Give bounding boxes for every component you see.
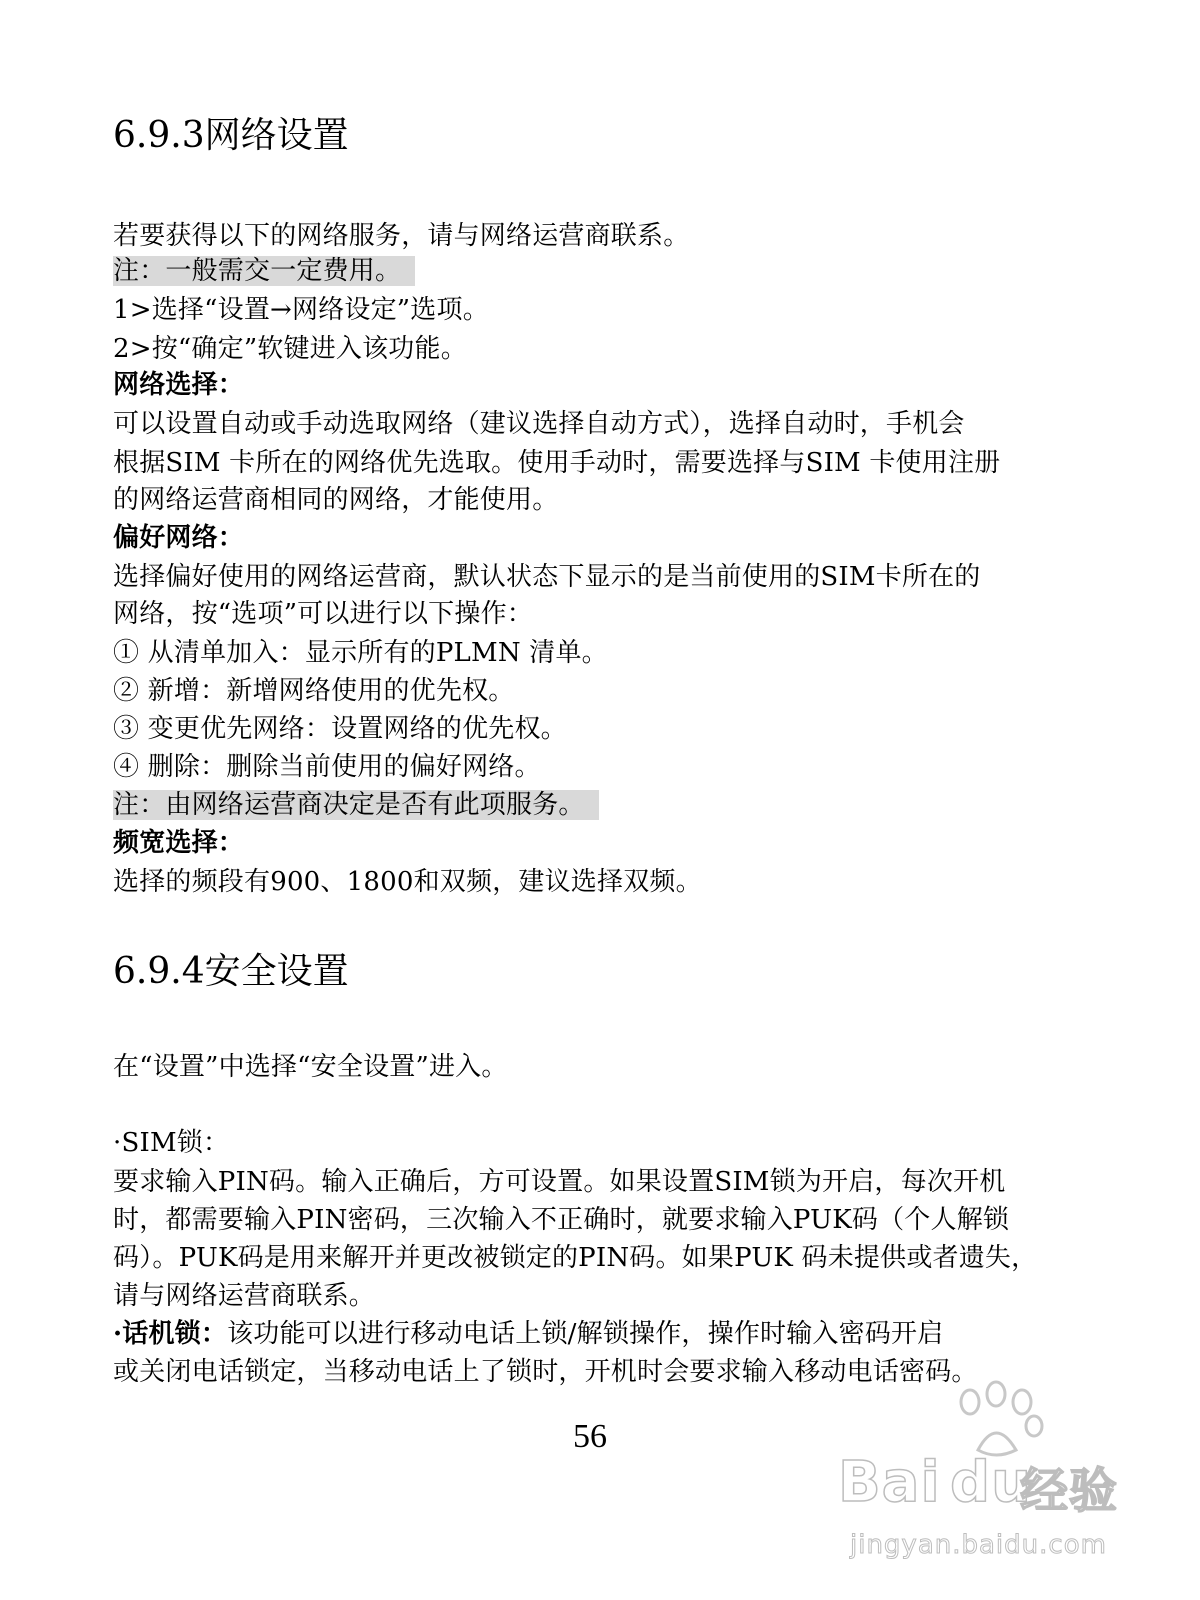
watermark-brand-cn: 经验 — [1020, 1463, 1119, 1519]
preferred-option-item: ① 从清单加入：显示所有的PLMN 清单。 — [113, 638, 608, 668]
sim-lock-line: 要求输入PIN码。输入正确后，方可设置。如果设置SIM锁为开启，每次开机 — [113, 1167, 1006, 1197]
sim-lock-line: 请与网络运营商联系。 — [113, 1281, 376, 1311]
network-select-line: 可以设置自动或手动选取网络（建议选择自动方式），选择自动时，手机会 — [113, 409, 965, 439]
sim-lock-line: 码）。PUK码是用来解开并更改被锁定的PIN码。如果PUK 码未提供或者遗失， — [113, 1243, 1038, 1273]
step-1: 1>选择“设置→网络设定”选项。 — [113, 295, 489, 325]
phone-lock-line — [113, 1318, 943, 1350]
note-fee-text: 注：一般需交一定费用。 — [113, 256, 415, 286]
preferred-option-item: ④ 删除：删除当前使用的偏好网络。 — [113, 752, 541, 782]
paw-icon — [940, 1380, 1050, 1460]
band-select-line: 选择的频段有900、1800和双频，建议选择双频。 — [113, 867, 702, 897]
network-select-heading: 网络选择： — [113, 370, 245, 400]
security-intro: 在“设置”中选择“安全设置”进入。 — [113, 1052, 508, 1082]
step-2: 2>按“确定”软键进入该功能。 — [113, 334, 467, 364]
watermark-brand: Bai — [838, 1450, 941, 1515]
phone-lock-line: 或关闭电话锁定，当移动电话上了锁时，开机时会要求输入移动电话密码。 — [113, 1357, 978, 1387]
baidu-watermark — [820, 1380, 1120, 1590]
page-number: 56 — [573, 1418, 607, 1455]
preferred-option-item: ③ 变更优先网络：设置网络的优先权。 — [113, 714, 567, 744]
section-title-network-settings: 6.9.3网络设置 — [113, 115, 349, 156]
sim-lock-line: 时，都需要输入PIN密码，三次输入不正确时，就要求输入PUK码（个人解锁 — [113, 1205, 1010, 1235]
preferred-network-heading: 偏好网络： — [113, 523, 245, 553]
note-fee — [113, 255, 415, 287]
network-select-line: 的网络运营商相同的网络，才能使用。 — [113, 485, 559, 515]
band-select-heading: 频宽选择： — [113, 828, 245, 858]
phone-lock-text: 该功能可以进行移动电话上锁/解锁操作，操作时输入密码开启 — [227, 1319, 944, 1349]
phone-lock-heading: ·话机锁： — [113, 1319, 228, 1349]
network-intro: 若要获得以下的网络服务，请与网络运营商联系。 — [113, 221, 690, 251]
note-operator-text: 注：由网络运营商决定是否有此项服务。 — [113, 790, 599, 820]
network-select-line: 根据SIM 卡所在的网络优先选取。使用手动时，需要选择与SIM 卡使用注册 — [113, 448, 1001, 478]
preferred-network-line: 选择偏好使用的网络运营商，默认状态下显示的是当前使用的SIM卡所在的 — [113, 562, 981, 592]
watermark-brand-2: du — [950, 1450, 1032, 1515]
section-title-security-settings: 6.9.4安全设置 — [113, 951, 349, 992]
preferred-network-line: 网络，按“选项”可以进行以下操作： — [113, 599, 533, 629]
watermark-url: jingyan.baidu.com — [850, 1530, 1107, 1560]
note-operator — [113, 789, 599, 821]
preferred-option-item: ② 新增：新增网络使用的优先权。 — [113, 676, 515, 706]
sim-lock-heading: ·SIM锁： — [113, 1128, 230, 1158]
